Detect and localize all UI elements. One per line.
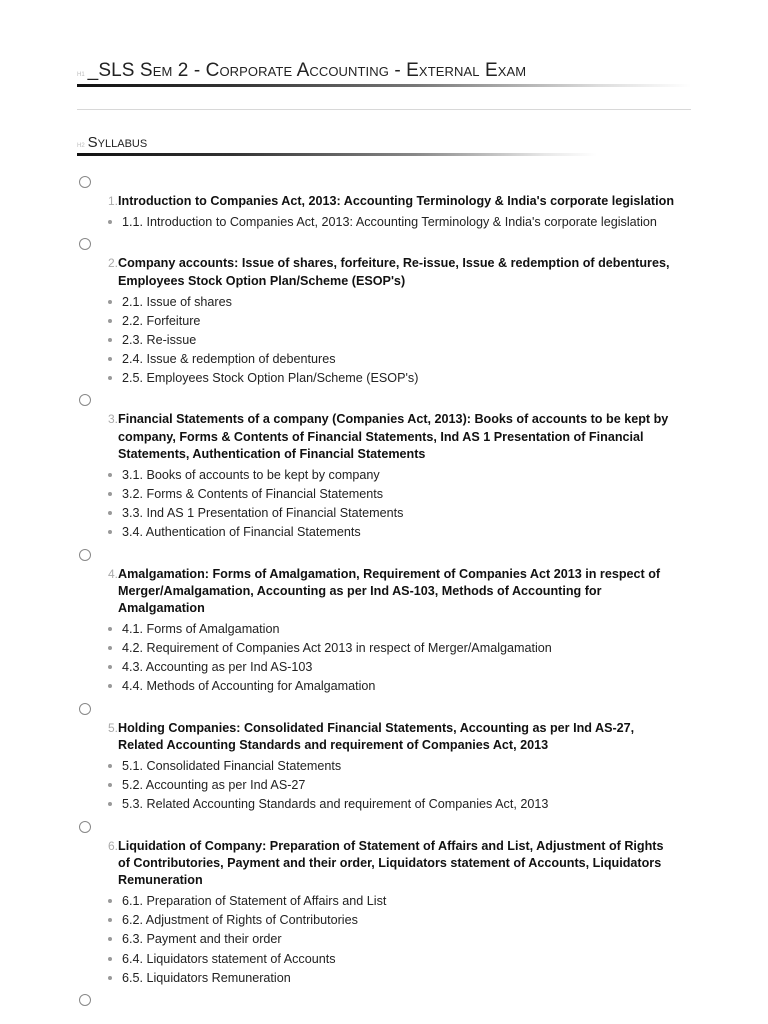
bullet-icon	[108, 357, 112, 361]
section-divider	[77, 109, 691, 110]
topic-list	[77, 465, 691, 541]
module-7-radio[interactable]	[79, 994, 91, 1006]
topic-item	[77, 911, 691, 930]
topic-label: 2.3. Re-issue	[122, 332, 197, 347]
module-1	[77, 193, 691, 231]
topic-label: 3.2. Forms & Contents of Financial Statements	[122, 486, 384, 501]
h2-marker: H2	[77, 143, 85, 149]
topic-label: 1.1. Introduction to Companies Act, 2013: Accounting Terminology & India's corporate legislation	[122, 214, 657, 229]
topic-list	[77, 212, 691, 231]
bullet-icon	[108, 918, 112, 922]
module-4	[77, 566, 691, 696]
topic-item	[77, 930, 691, 949]
module-title: Amalgamation: Forms of Amalgamation, Requirement of Companies Act 2013 in respect of Merger/Amalgamation, Accounting as per Ind AS-103, Methods of Accounting for Amalgamation	[118, 566, 661, 616]
topic-list	[77, 757, 691, 814]
topic-label: 6.3. Payment and their order	[122, 932, 282, 947]
topic-label: 5.2. Accounting as per Ind AS-27	[122, 778, 306, 793]
module-title: Financial Statements of a company (Companies Act, 2013): Books of accounts to be kept by company, Forms & Contents of Financial Statements, Ind AS 1 Presentation of Financial Statements, Authentication of Financial Statements	[118, 412, 669, 462]
section-title: Syllabus	[87, 134, 148, 151]
module-title: Holding Companies: Consolidated Financial Statements, Accounting as per Ind AS-27, Related Accounting Standards and requirement of Companies Act, 2013	[118, 720, 635, 753]
module-heading	[100, 566, 691, 618]
module-title: Company accounts: Issue of shares, forfeiture, Re-issue, Issue & redemption of debentures, Employees Stock Option Plan/Scheme (ESOP's)	[118, 256, 670, 288]
topic-list	[77, 292, 691, 387]
topic-label: 6.1. Preparation of Statement of Affairs and List	[122, 894, 387, 909]
bullet-icon	[108, 937, 112, 941]
topic-item	[77, 311, 691, 330]
bullet-icon	[108, 473, 112, 477]
module-heading	[100, 255, 691, 290]
topic-item	[77, 484, 691, 503]
topic-item	[77, 968, 691, 987]
bullet-icon	[108, 684, 112, 688]
module-3	[77, 411, 691, 541]
bullet-icon	[108, 957, 112, 961]
topic-label: 3.3. Ind AS 1 Presentation of Financial Statements	[122, 506, 404, 521]
topic-label: 5.1. Consolidated Financial Statements	[122, 759, 342, 774]
topic-item	[77, 368, 691, 387]
bullet-icon	[108, 764, 112, 768]
syllabus-list	[77, 176, 691, 1006]
topic-item	[77, 795, 691, 814]
bullet-icon	[108, 511, 112, 515]
topic-item	[77, 949, 691, 968]
module-number: 3.	[107, 412, 118, 427]
bullet-icon	[108, 492, 112, 496]
bullet-icon	[108, 802, 112, 806]
topic-label: 6.4. Liquidators statement of Accounts	[122, 951, 336, 966]
bullet-icon	[108, 220, 112, 224]
module-heading	[100, 193, 691, 210]
title-underline	[77, 84, 691, 87]
topic-list	[77, 620, 691, 696]
bullet-icon	[108, 665, 112, 669]
topic-label: 2.5. Employees Stock Option Plan/Scheme (ESOP's)	[122, 370, 419, 385]
topic-item	[77, 776, 691, 795]
bullet-icon	[108, 376, 112, 380]
topic-label: 6.2. Adjustment of Rights of Contributories	[122, 913, 358, 928]
topic-item	[77, 212, 691, 231]
module-4-radio[interactable]	[79, 549, 91, 561]
topic-label: 4.2. Requirement of Companies Act 2013 in respect of Merger/Amalgamation	[122, 641, 552, 656]
bullet-icon	[108, 627, 112, 631]
topic-label: 5.3. Related Accounting Standards and requirement of Companies Act, 2013	[122, 797, 549, 812]
topic-item	[77, 892, 691, 911]
topic-item	[77, 658, 691, 677]
topic-item	[77, 677, 691, 696]
bullet-icon	[108, 646, 112, 650]
module-heading	[100, 411, 691, 463]
topic-label: 3.4. Authentication of Financial Statements	[122, 525, 361, 540]
page-title: _SLS Sem 2 - Corporate Accounting - External Exam	[87, 60, 527, 81]
module-number: 5.	[107, 720, 118, 735]
module-6-radio[interactable]	[79, 821, 91, 833]
module-number: 1.	[107, 194, 118, 208]
module-3-radio[interactable]	[79, 394, 91, 406]
topic-list	[77, 892, 691, 987]
topic-item	[77, 292, 691, 311]
topic-label: 4.1. Forms of Amalgamation	[122, 622, 280, 637]
topic-item	[77, 620, 691, 639]
topic-item	[77, 504, 691, 523]
h1-marker: H1	[77, 72, 85, 78]
module-2-radio[interactable]	[79, 238, 91, 250]
section-heading	[77, 134, 147, 152]
module-heading	[100, 838, 691, 890]
module-heading	[100, 720, 691, 755]
module-title: Introduction to Companies Act, 2013: Accounting Terminology & India's corporate legislation	[118, 194, 675, 208]
module-number: 2.	[107, 256, 118, 271]
bullet-icon	[108, 530, 112, 534]
module-5-radio[interactable]	[79, 703, 91, 715]
topic-label: 6.5. Liquidators Remuneration	[122, 970, 291, 985]
bullet-icon	[108, 300, 112, 304]
topic-label: 2.4. Issue & redemption of debentures	[122, 351, 336, 366]
module-2	[77, 255, 691, 387]
bullet-icon	[108, 783, 112, 787]
module-1-radio[interactable]	[79, 176, 91, 188]
topic-item	[77, 330, 691, 349]
topic-label: 4.4. Methods of Accounting for Amalgamation	[122, 679, 376, 694]
bullet-icon	[108, 899, 112, 903]
page-heading	[77, 60, 691, 82]
module-5	[77, 720, 691, 814]
section-underline	[77, 153, 597, 156]
topic-label: 3.1. Books of accounts to be kept by company	[122, 467, 380, 482]
module-number: 6.	[107, 838, 118, 853]
bullet-icon	[108, 976, 112, 980]
bullet-icon	[108, 338, 112, 342]
topic-item	[77, 523, 691, 542]
bullet-icon	[108, 319, 112, 323]
module-title: Liquidation of Company: Preparation of Statement of Affairs and List, Adjustment of Rights of Contributories, Payment and their order, Liquidators statement of Accounts, Liquidators Remuneration	[118, 838, 664, 888]
topic-item	[77, 757, 691, 776]
topic-label: 4.3. Accounting as per Ind AS-103	[122, 660, 313, 675]
topic-item	[77, 349, 691, 368]
topic-item	[77, 639, 691, 658]
module-6	[77, 838, 691, 987]
topic-item	[77, 465, 691, 484]
topic-label: 2.1. Issue of shares	[122, 294, 232, 309]
topic-label: 2.2. Forfeiture	[122, 313, 201, 328]
module-number: 4.	[107, 566, 118, 581]
